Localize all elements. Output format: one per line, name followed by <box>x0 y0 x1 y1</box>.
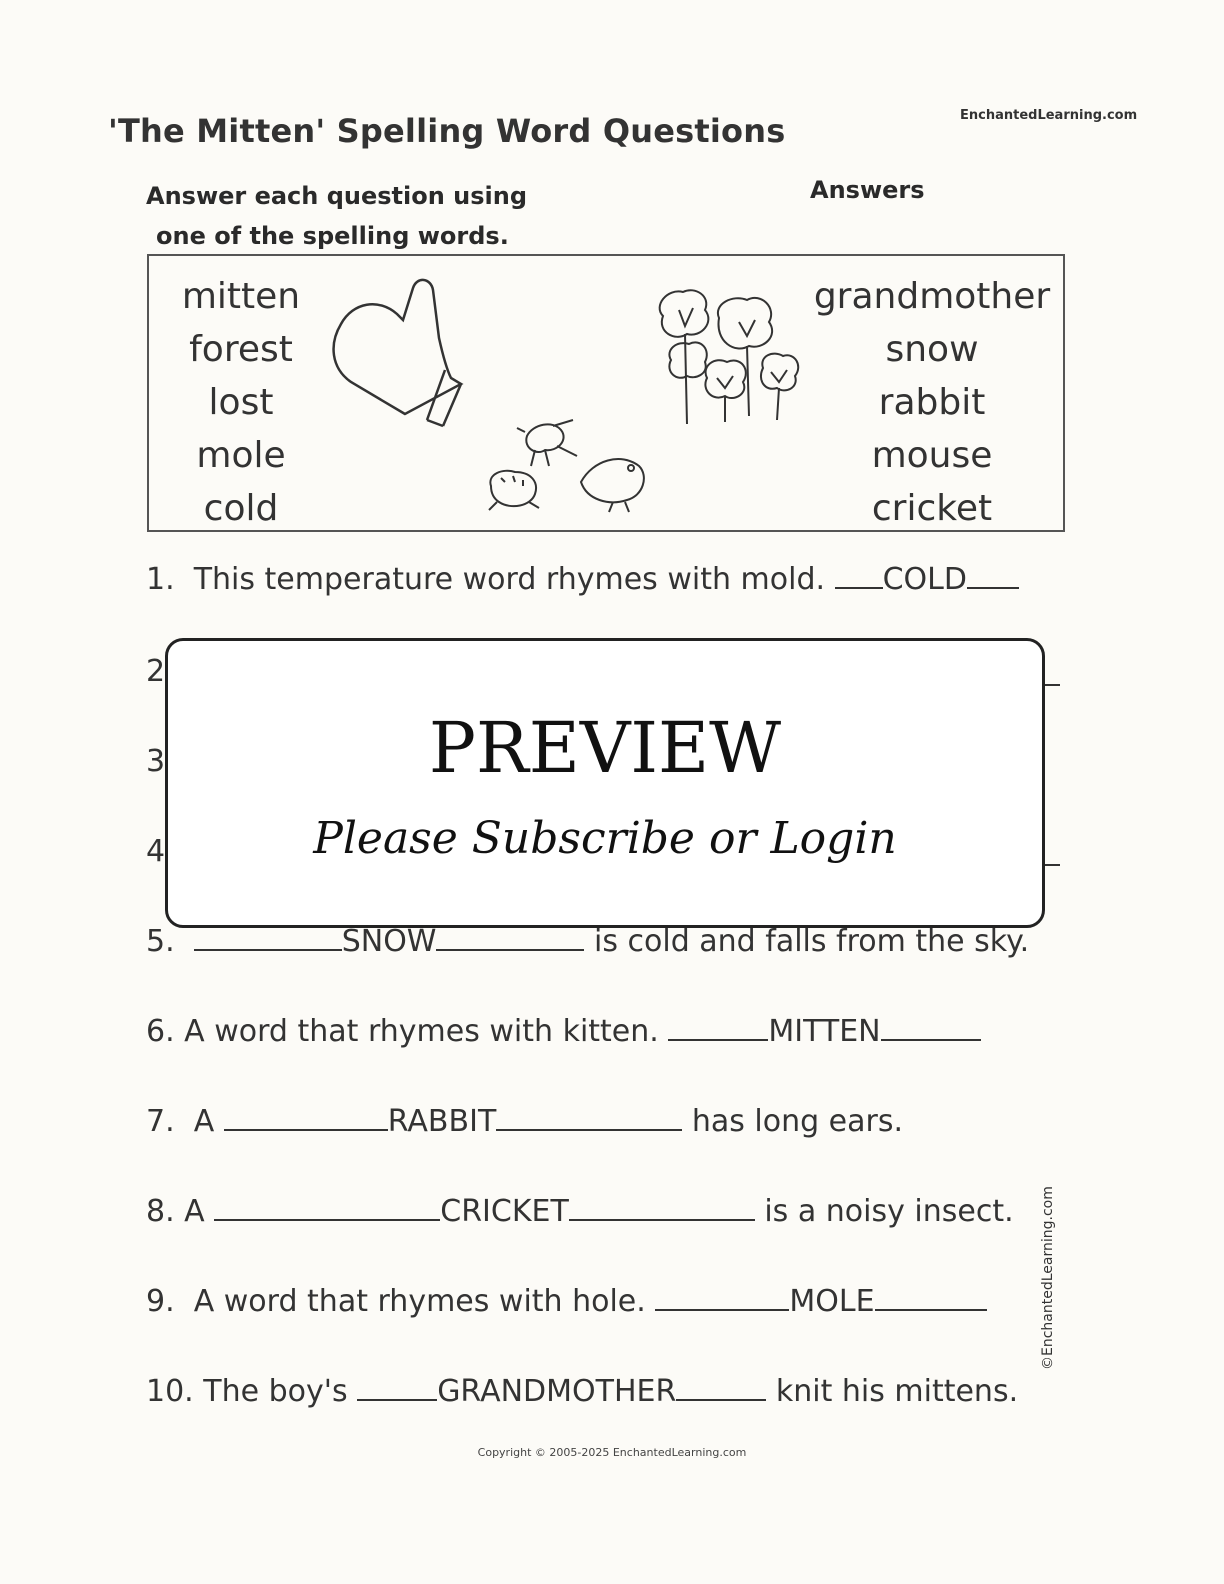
answer-text: COLD <box>882 562 967 597</box>
preview-overlay[interactable] <box>165 638 1045 928</box>
question-1 <box>146 562 1019 597</box>
question-number-hidden: 3 <box>146 744 166 779</box>
copyright: Copyright © 2005-2025 EnchantedLearning.com <box>477 1446 747 1459</box>
question-number: 9. <box>146 1284 175 1319</box>
question-number: 7. <box>146 1104 175 1139</box>
question-9 <box>146 1284 987 1319</box>
answer-text: GRANDMOTHER <box>437 1374 677 1409</box>
word-bank <box>147 254 1065 532</box>
question-number-hidden: 4 <box>146 834 166 869</box>
question-number: 5. <box>146 924 175 959</box>
word-item: lost <box>208 382 274 423</box>
word-bank-left <box>161 270 321 535</box>
answers-header: Answers <box>810 176 925 204</box>
question-text: A <box>184 1194 205 1229</box>
mitten-icon <box>327 274 477 430</box>
question-text: A word that rhymes with kitten. <box>184 1014 659 1049</box>
answer-text: MITTEN <box>768 1014 881 1049</box>
question-10 <box>146 1374 1018 1409</box>
question-text: This temperature word rhymes with mold. <box>193 562 826 597</box>
site-tag: EnchantedLearning.com <box>960 108 1138 123</box>
question-text: is cold and falls from the sky. <box>594 924 1030 959</box>
question-7 <box>146 1104 903 1139</box>
question-number: 10. <box>146 1374 194 1409</box>
word-item: rabbit <box>878 382 986 423</box>
instructions-line-2: one of the spelling words. <box>156 222 509 250</box>
answer-text: SNOW <box>341 924 437 959</box>
word-item: grandmother <box>813 276 1051 317</box>
preview-title: PREVIEW <box>428 707 782 789</box>
question-5 <box>146 924 1029 959</box>
word-bank-right <box>805 270 1059 535</box>
question-6 <box>146 1014 981 1049</box>
question-8 <box>146 1194 1014 1229</box>
word-item: cricket <box>871 488 993 529</box>
page-title: 'The Mitten' Spelling Word Questions <box>108 112 786 150</box>
question-number-hidden: 2 <box>146 654 166 689</box>
word-item: mole <box>196 435 286 476</box>
word-item: mouse <box>871 435 993 476</box>
word-item: mitten <box>181 276 301 317</box>
word-item: snow <box>885 329 979 370</box>
answer-text: CRICKET <box>440 1194 569 1229</box>
question-text: A word that rhymes with hole. <box>193 1284 646 1319</box>
question-text: is a noisy insect. <box>764 1194 1014 1229</box>
question-number: 6. <box>146 1014 175 1049</box>
question-text: knit his mittens. <box>775 1374 1019 1409</box>
question-text: has long ears. <box>691 1104 904 1139</box>
instructions <box>146 176 527 256</box>
subscribe-login-link[interactable]: Please Subscribe or Login <box>313 813 897 864</box>
answer-text: MOLE <box>789 1284 875 1319</box>
answer-text: RABBIT <box>387 1104 497 1139</box>
trees-icon <box>653 286 803 426</box>
animals-icon <box>483 416 653 516</box>
word-item: cold <box>203 488 279 529</box>
question-text: The boy's <box>203 1374 348 1409</box>
word-item: forest <box>189 329 293 370</box>
question-text: A <box>193 1104 215 1139</box>
vertical-credit: ©EnchantedLearning.com <box>1040 1186 1056 1370</box>
instructions-line-1: Answer each question using <box>146 182 528 210</box>
question-number: 8. <box>146 1194 175 1229</box>
question-number: 1. <box>146 562 175 597</box>
